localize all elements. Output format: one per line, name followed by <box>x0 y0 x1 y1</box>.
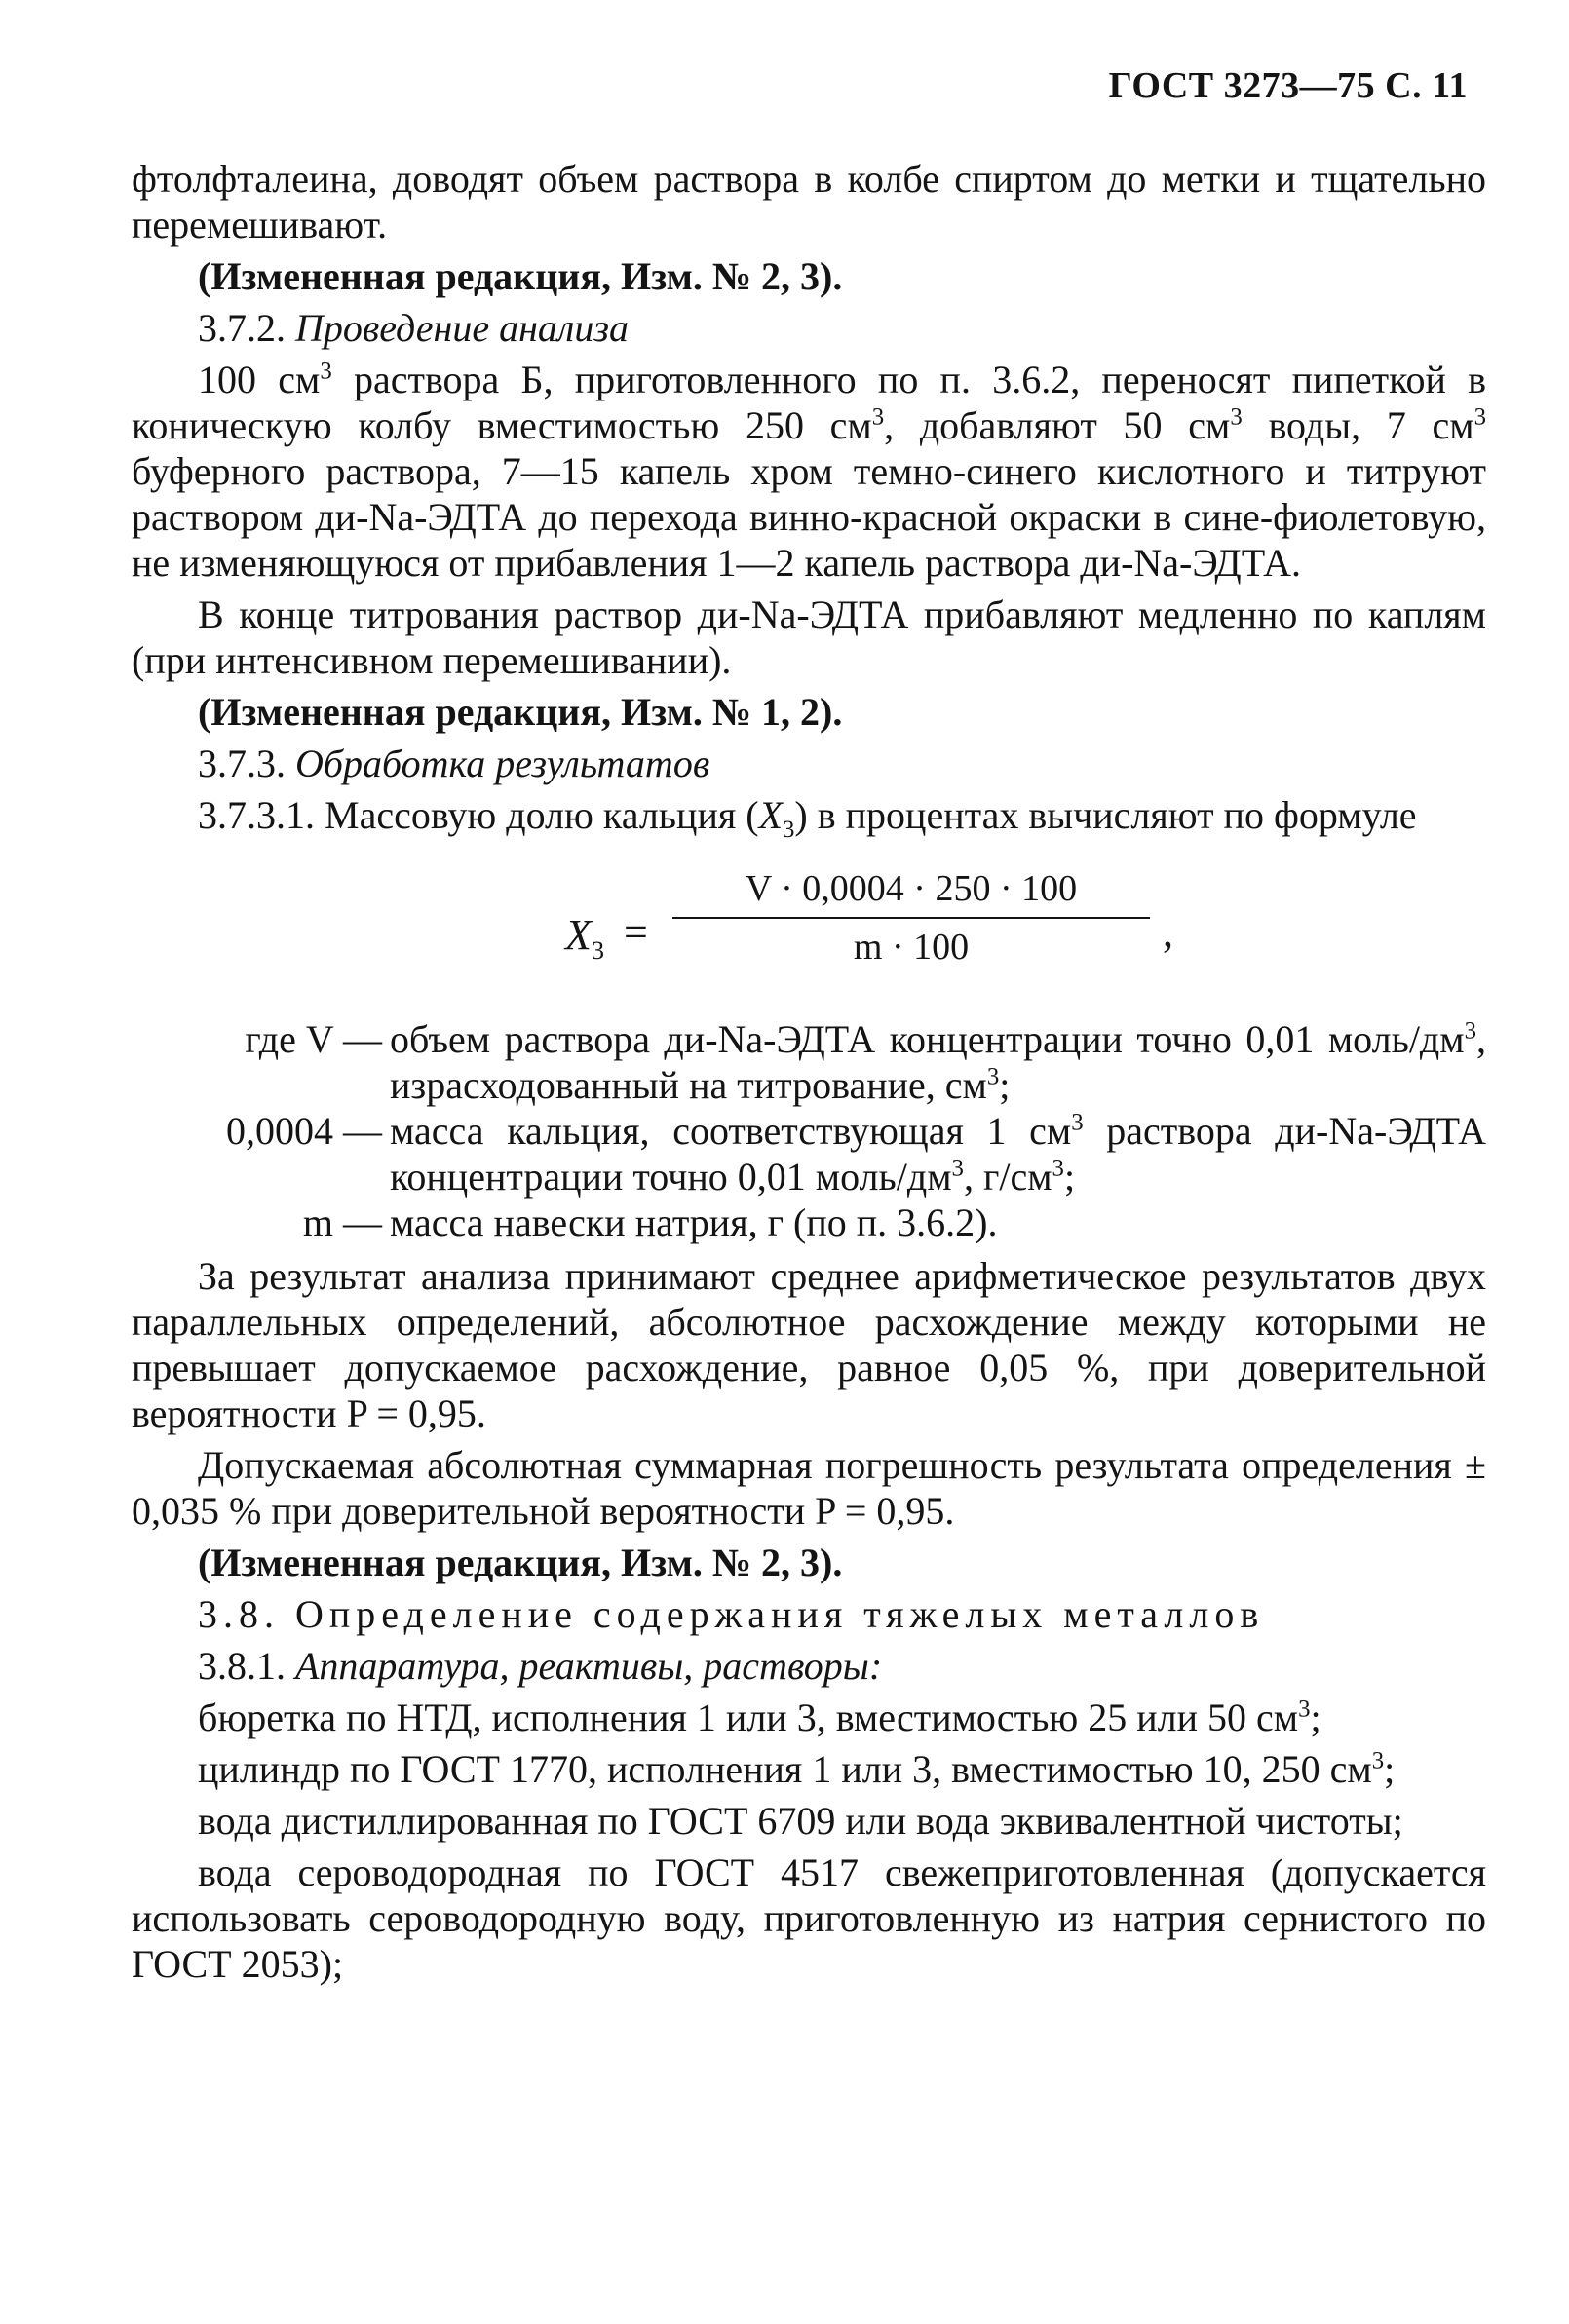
text-run: , израсходованный на титрование, см <box>390 1017 1486 1107</box>
superscript: 3 <box>871 403 885 431</box>
text-run: раствора ди-Na-ЭДТА концентрации точно 0,01 моль/дм <box>390 1109 1486 1199</box>
section-heading <box>132 1643 1486 1689</box>
section-title: Обработка результатов <box>295 742 710 785</box>
section-number: 3.7.3. <box>198 742 286 785</box>
text-run: ; <box>999 1063 1011 1107</box>
paragraph <box>132 357 1486 586</box>
superscript: 3 <box>1071 1109 1084 1136</box>
text-run: раствора Б, приготовленного по п. 3.6.2, переносят пипеткой в коническую колбу вместимостью 250 см <box>132 358 1486 447</box>
text-run: цилиндр по ГОСТ 1770, исполнения 1 или 3, вместимостью 10, 250 см <box>198 1747 1372 1791</box>
text-run: буферного раствора, 7—15 капель хром темно-синего кислотного и титруют раствором ди-Na-ЭДТА до перехода винно-красной окраски в сине-фиолетовую, не изменяющуюся от прибавления 1—2 капель раствора ди-Na-ЭДТА. <box>132 449 1486 585</box>
formula-comma: , <box>1163 908 1173 956</box>
text-run: 100 см <box>198 358 321 401</box>
paragraph <box>132 792 1486 853</box>
text-run: ) в процентах вычисляют по формуле <box>794 793 1417 837</box>
paragraph: За результат анализа принимают среднее арифметическое результатов двух параллельных определений, абсолютное расхождение между которыми не превышает допускаемое расхождение, равное 0,05 %, при доверительной вероятности P = 0,95. <box>132 1254 1486 1435</box>
text-run: , добавляют 50 см <box>884 403 1231 447</box>
superscript: 3 <box>951 1155 964 1182</box>
formula-variable: X <box>565 911 592 959</box>
legend-symbol: где V — <box>245 1017 382 1061</box>
paragraph: В конце титрования раствор ди-Na-ЭДТА прибавляют медленно по каплям (при интенсивном перемешивании). <box>132 592 1486 682</box>
legend-description: масса навески натрия, г (по п. 3.6.2). <box>390 1200 998 1244</box>
list-item <box>132 1695 1486 1740</box>
superscript: 3 <box>1052 1155 1064 1182</box>
superscript: 3 <box>1473 403 1487 431</box>
section-title: Аппаратура, реактивы, растворы: <box>295 1644 883 1688</box>
variable: X <box>758 793 784 837</box>
formula <box>132 858 1486 1005</box>
section-heading: 3.8. Определение содержания тяжелых металлов <box>198 1592 1265 1636</box>
section-number: 3.8.1. <box>198 1644 286 1688</box>
subscript: 3 <box>783 817 795 843</box>
legend-description <box>390 1108 1486 1200</box>
paragraph: Допускаемая абсолютная суммарная погрешность результата определения ± 0,035 % при доверительной вероятности P = 0,95. <box>132 1443 1486 1533</box>
formula-denominator: m · 100 <box>853 927 970 968</box>
list-item: вода дистиллированная по ГОСТ 6709 или вода эквивалентной чистоты; <box>198 1799 1403 1843</box>
list-item <box>132 1746 1486 1792</box>
text-run: воды, 7 см <box>1242 403 1474 447</box>
text-run: объем раствора ди-Na-ЭДТА концентрации точно 0,01 моль/дм <box>390 1017 1465 1061</box>
superscript: 3 <box>986 1063 1000 1090</box>
paragraph: фтолфталеина, доводят объем раствора в колбе спиртом до метки и тщательно перемешивают. <box>132 157 1486 247</box>
revision-note: (Измененная редакция, Изм. № 2, 3). <box>198 1541 843 1584</box>
superscript: 3 <box>1298 1695 1311 1723</box>
formula-lhs <box>565 912 604 973</box>
text-run: , г/см <box>963 1155 1052 1199</box>
legend-symbol: 0,0004 — <box>226 1109 382 1153</box>
legend-description <box>390 1016 1486 1108</box>
page-header: ГОСТ 3273—75 С. 11 <box>1108 65 1468 106</box>
revision-note: (Измененная редакция, Изм. № 1, 2). <box>198 690 843 734</box>
fraction-bar <box>672 917 1150 919</box>
document-body <box>132 156 1486 1993</box>
superscript: 3 <box>320 358 332 385</box>
superscript: 3 <box>1230 403 1243 431</box>
text-run: ; <box>1310 1695 1321 1739</box>
section-title: Проведение анализа <box>295 306 629 350</box>
text-run: ; <box>1384 1747 1396 1791</box>
text-run: масса кальция, соответствующая 1 см <box>390 1109 1072 1153</box>
legend-symbol: m — <box>302 1200 382 1244</box>
text-run: ; <box>1063 1155 1076 1199</box>
formula-numerator: V · 0,0004 · 250 · 100 <box>745 868 1078 909</box>
formula-equals: = <box>624 908 648 956</box>
section-heading <box>132 305 1486 351</box>
text-run: 3.7.3.1. Массовую долю кальция ( <box>198 793 759 837</box>
revision-note: (Измененная редакция, Изм. № 2, 3). <box>198 254 843 298</box>
section-number: 3.7.2. <box>198 306 286 350</box>
superscript: 3 <box>1464 1017 1476 1045</box>
formula-legend <box>132 1016 1486 1245</box>
text-run: бюретка по НТД, исполнения 1 или 3, вместимостью 25 или 50 см <box>198 1695 1299 1739</box>
superscript: 3 <box>1371 1747 1385 1774</box>
section-heading <box>132 741 1486 786</box>
list-item: вода сероводородная по ГОСТ 4517 свежеприготовленная (допускается использовать сероводородную воду, приготовленную из натрия сернистого по ГОСТ 2053); <box>132 1850 1486 1986</box>
formula-subscript: 3 <box>591 934 605 965</box>
